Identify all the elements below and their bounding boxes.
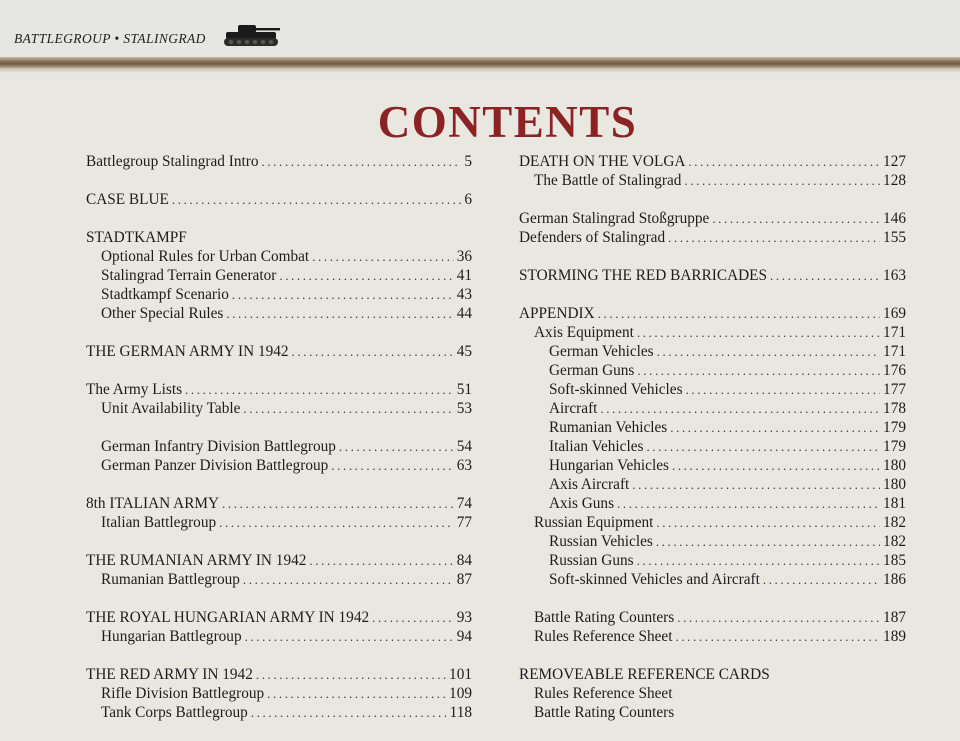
toc-entry-label: Axis Equipment: [534, 324, 634, 341]
toc-entry[interactable]: [519, 456, 906, 475]
toc-entry-label: Soft-skinned Vehicles and Aircraft: [549, 571, 760, 588]
toc-entry[interactable]: [86, 285, 472, 304]
toc-entry[interactable]: [86, 513, 472, 532]
toc-dot-leader: [312, 247, 454, 266]
toc-entry-page-number: 93: [456, 609, 472, 626]
toc-entry[interactable]: [86, 380, 472, 399]
toc-entry[interactable]: [519, 399, 906, 418]
toc-dot-leader: [684, 171, 880, 190]
toc-entry[interactable]: [519, 475, 906, 494]
toc-dot-leader: [219, 513, 454, 532]
toc-dot-leader: [617, 494, 880, 513]
toc-entry-label: STADTKAMPF: [86, 229, 187, 246]
toc-entry[interactable]: [519, 684, 906, 703]
toc-entry-page-number: 171: [883, 343, 906, 360]
toc-entry-label: Axis Aircraft: [549, 476, 630, 493]
toc-dot-leader: [670, 418, 880, 437]
toc-entry-page-number: 146: [883, 210, 906, 227]
toc-entry-page-number: 177: [883, 381, 906, 398]
toc-entry-page-number: 84: [456, 552, 472, 569]
toc-entry[interactable]: [519, 418, 906, 437]
toc-entry-page-number: 54: [456, 438, 472, 455]
page-title: CONTENTS: [377, 97, 638, 147]
toc-dot-leader: [279, 266, 453, 285]
toc-entry[interactable]: [519, 627, 906, 646]
toc-entry-label: Stadtkampf Scenario: [101, 286, 229, 303]
toc-entry-page-number: 51: [456, 381, 472, 398]
toc-entry-page-number: 181: [883, 495, 906, 512]
toc-entry-label: Soft-skinned Vehicles: [549, 381, 683, 398]
toc-entry-page-number: 187: [883, 609, 906, 626]
toc-dot-leader: [598, 304, 880, 323]
toc-entry[interactable]: [519, 494, 906, 513]
toc-entry-label: Other Special Rules: [101, 305, 224, 322]
toc-dot-leader: [656, 532, 880, 551]
toc-entry-page-number: 128: [883, 172, 906, 189]
toc-entry-label: Tank Corps Battlegroup: [101, 704, 248, 721]
toc-entry-page-number: 155: [883, 229, 906, 246]
toc-entry-label: CASE BLUE: [86, 191, 169, 208]
toc-dot-leader: [172, 190, 461, 209]
toc-entry-label: Italian Battlegroup: [101, 514, 217, 531]
toc-entry-label: APPENDIX: [519, 305, 595, 322]
toc-entry[interactable]: [519, 304, 906, 323]
toc-entry-label: REMOVEABLE REFERENCE CARDS: [519, 666, 770, 683]
toc-entry-label: Battlegroup Stalingrad Intro: [86, 153, 259, 170]
toc-entry-page-number: 169: [883, 305, 906, 322]
toc-dot-leader: [632, 475, 880, 494]
toc-entry-page-number: 87: [456, 571, 472, 588]
toc-entry[interactable]: [519, 532, 906, 551]
toc-entry-page-number: 36: [456, 248, 472, 265]
toc-entry-label: Unit Availability Table: [101, 400, 241, 417]
header-rule: [0, 57, 960, 69]
toc-entry[interactable]: [86, 247, 472, 266]
toc-entry-page-number: 41: [456, 267, 472, 284]
tank-icon: [222, 22, 282, 48]
toc-entry-page-number: 94: [456, 628, 472, 645]
toc-entry-label: THE GERMAN ARMY IN 1942: [86, 343, 289, 360]
toc-entry[interactable]: [519, 665, 906, 684]
toc-dot-leader: [677, 608, 880, 627]
toc-entry[interactable]: [519, 437, 906, 456]
toc-dot-leader: [226, 304, 453, 323]
toc-right-column: [519, 152, 906, 722]
toc-entry-page-number: 127: [883, 153, 906, 170]
page-header: [0, 0, 960, 58]
toc-entry[interactable]: [519, 361, 906, 380]
toc-entry-label: Battle Rating Counters: [534, 609, 675, 626]
toc-entry-label: STORMING THE RED BARRICADES: [519, 267, 768, 284]
toc-dot-leader: [656, 513, 880, 532]
toc-entry-label: The Battle of Stalingrad: [534, 172, 682, 189]
toc-dot-leader: [222, 494, 454, 513]
toc-left-column: [86, 152, 472, 722]
toc-entry-label: Rules Reference Sheet: [534, 685, 673, 702]
toc-entry-label: Stalingrad Terrain Generator: [101, 267, 277, 284]
toc-entry-label: Rumanian Vehicles: [549, 419, 668, 436]
toc-entry-page-number: 178: [883, 400, 906, 417]
toc-entry-label: Italian Vehicles: [549, 438, 644, 455]
toc-entry[interactable]: [86, 608, 472, 627]
toc-entry[interactable]: [86, 399, 472, 418]
header-rule-shadow: [0, 69, 960, 73]
toc-entry[interactable]: [86, 152, 472, 171]
toc-dot-leader: [256, 665, 446, 684]
toc-entry-label: THE RED ARMY IN 1942: [86, 666, 253, 683]
toc-entry[interactable]: [86, 266, 472, 285]
toc-entry[interactable]: [519, 266, 906, 285]
toc-entry-label: Defenders of Stalingrad: [519, 229, 666, 246]
toc-entry[interactable]: [86, 494, 472, 513]
toc-entry-page-number: 77: [456, 514, 472, 531]
toc-entry[interactable]: [519, 171, 906, 190]
toc-dot-leader: [309, 551, 453, 570]
toc-entry[interactable]: [519, 323, 906, 342]
toc-entry-label: Axis Guns: [549, 495, 615, 512]
toc-entry-label: Russian Vehicles: [549, 533, 653, 550]
toc-dot-leader: [672, 456, 880, 475]
toc-dot-leader: [243, 399, 453, 418]
toc-entry[interactable]: [519, 608, 906, 627]
toc-dot-leader: [668, 228, 880, 247]
toc-entry[interactable]: [519, 551, 906, 570]
toc-entry[interactable]: [519, 380, 906, 399]
toc-entry-label: German Infantry Division Battlegroup: [101, 438, 336, 455]
toc-dot-leader: [232, 285, 454, 304]
toc-entry[interactable]: [519, 513, 906, 532]
toc-dot-leader: [243, 570, 454, 589]
toc-entry-page-number: 45: [456, 343, 472, 360]
toc-entry[interactable]: [86, 665, 472, 684]
toc-entry-page-number: 43: [456, 286, 472, 303]
toc-entry-page-number: 118: [449, 704, 472, 721]
toc-entry-page-number: 189: [883, 628, 906, 645]
toc-entry-label: Optional Rules for Urban Combat: [101, 248, 310, 265]
toc-entry[interactable]: [86, 437, 472, 456]
toc-entry-label: DEATH ON THE VOLGA: [519, 153, 686, 170]
toc-dot-leader: [770, 266, 880, 285]
toc-entry[interactable]: [519, 209, 906, 228]
toc-entry-label: German Vehicles: [549, 343, 654, 360]
toc-entry-label: Hungarian Vehicles: [549, 457, 669, 474]
toc-entry-page-number: 179: [883, 419, 906, 436]
toc-entry[interactable]: [86, 342, 472, 361]
toc-entry-label: 8th ITALIAN ARMY: [86, 495, 220, 512]
toc-entry-label: Rumanian Battlegroup: [101, 571, 240, 588]
toc-entry-label: Rules Reference Sheet: [534, 628, 673, 645]
toc-entry-page-number: 101: [449, 666, 472, 683]
toc-entry-page-number: 182: [883, 514, 906, 531]
toc-dot-leader: [267, 684, 446, 703]
toc-entry[interactable]: [519, 703, 906, 722]
toc-entry-page-number: 53: [456, 400, 472, 417]
toc-dot-leader: [331, 456, 453, 475]
toc-entry[interactable]: [86, 703, 472, 722]
toc-dot-leader: [600, 399, 880, 418]
toc-dot-leader: [637, 361, 880, 380]
toc-entry-label: German Stalingrad Stoßgruppe: [519, 210, 710, 227]
toc-entry[interactable]: [519, 342, 906, 361]
toc-dot-leader: [675, 627, 880, 646]
toc-entry-label: Russian Equipment: [534, 514, 654, 531]
toc-entry-page-number: 179: [883, 438, 906, 455]
toc-entry-page-number: 182: [883, 533, 906, 550]
toc-entry[interactable]: [519, 152, 906, 171]
toc-entry[interactable]: [86, 684, 472, 703]
toc-dot-leader: [637, 551, 880, 570]
toc-dot-leader: [251, 703, 447, 722]
toc-entry-page-number: 109: [449, 685, 472, 702]
toc-entry-label: German Panzer Division Battlegroup: [101, 457, 329, 474]
toc-entry-label: German Guns: [549, 362, 635, 379]
toc-entry[interactable]: [86, 627, 472, 646]
toc-dot-leader: [712, 209, 880, 228]
toc-entry-label: Battle Rating Counters: [534, 704, 675, 721]
toc-entry-page-number: 186: [883, 571, 906, 588]
header-title: BATTLEGROUP • STALINGRAD: [14, 31, 206, 46]
toc-entry[interactable]: [519, 570, 906, 589]
toc-entry-label: THE ROYAL HUNGARIAN ARMY IN 1942: [86, 609, 370, 626]
toc-dot-leader: [646, 437, 880, 456]
toc-entry[interactable]: [86, 228, 472, 247]
toc-entry[interactable]: [86, 551, 472, 570]
toc-dot-leader: [657, 342, 880, 361]
toc-entry-page-number: 5: [464, 153, 472, 170]
toc-dot-leader: [686, 380, 880, 399]
toc-entry-page-number: 185: [883, 552, 906, 569]
toc-dot-leader: [637, 323, 880, 342]
toc-entry-page-number: 6: [464, 191, 472, 208]
toc-entry-page-number: 74: [456, 495, 472, 512]
toc-entry[interactable]: [519, 228, 906, 247]
toc-entry-label: Hungarian Battlegroup: [101, 628, 242, 645]
toc-dot-leader: [185, 380, 454, 399]
toc-entry-page-number: 180: [883, 476, 906, 493]
toc-dot-leader: [688, 152, 880, 171]
toc-entry-page-number: 171: [883, 324, 906, 341]
toc-dot-leader: [292, 342, 454, 361]
toc-entry-page-number: 163: [883, 267, 906, 284]
toc-entry[interactable]: [86, 190, 472, 209]
toc-dot-leader: [261, 152, 461, 171]
toc-dot-leader: [339, 437, 454, 456]
toc-entry[interactable]: [86, 570, 472, 589]
toc-entry[interactable]: [86, 304, 472, 323]
toc-dot-leader: [372, 608, 454, 627]
toc-entry-page-number: 176: [883, 362, 906, 379]
toc-entry-label: Aircraft: [549, 400, 598, 417]
toc-entry-page-number: 63: [456, 457, 472, 474]
toc-dot-leader: [763, 570, 880, 589]
toc-entry-label: THE RUMANIAN ARMY IN 1942: [86, 552, 307, 569]
toc-entry-label: Russian Guns: [549, 552, 634, 569]
toc-entry-page-number: 180: [883, 457, 906, 474]
toc-dot-leader: [245, 627, 454, 646]
toc-entry-page-number: 44: [456, 305, 472, 322]
toc-entry-label: The Army Lists: [86, 381, 183, 398]
toc-entry-label: Rifle Division Battlegroup: [101, 685, 265, 702]
toc-entry[interactable]: [86, 456, 472, 475]
